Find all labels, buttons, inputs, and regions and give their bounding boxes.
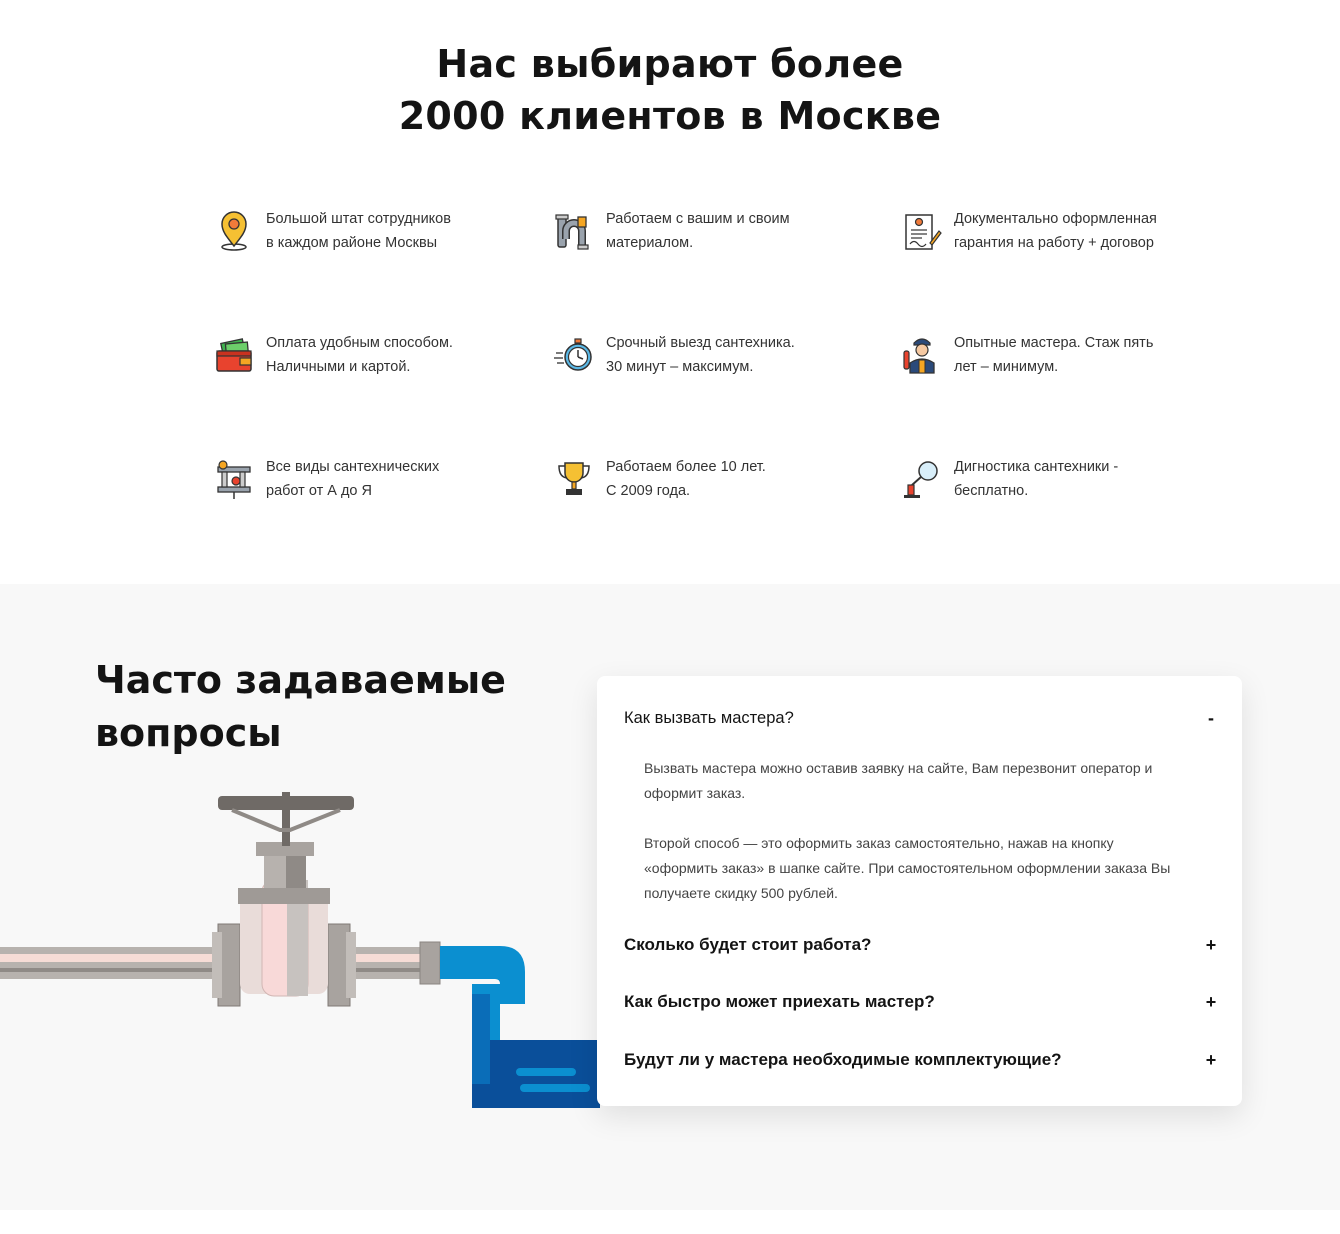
faq-section	[0, 584, 1340, 1210]
expand-toggle-icon[interactable]: +	[1205, 934, 1217, 955]
pipe-valve-illustration	[0, 784, 600, 1124]
faq-answer	[624, 756, 1218, 906]
feature-line2: Наличными и картой.	[266, 359, 411, 375]
contract-document-icon	[902, 209, 942, 253]
faq-question-text: Как вызвать мастера?	[624, 708, 794, 727]
hero-title-line1: Нас выбирают более	[436, 42, 904, 86]
feature-line1: Все виды сантехнических	[266, 459, 440, 475]
expand-toggle-icon[interactable]: +	[1205, 1049, 1217, 1070]
feature-line1: Опытные мастера. Стаж пять	[954, 335, 1154, 351]
feature-line2: 30 минут – максимум.	[606, 359, 754, 375]
feature-item	[902, 329, 1202, 389]
faq-question[interactable]	[624, 988, 1218, 1016]
feature-item	[554, 205, 854, 265]
pipe-icon	[554, 209, 594, 253]
feature-item	[902, 453, 1202, 513]
faq-title-line1: Часто задаваемые	[95, 658, 506, 702]
faq-question-text: Сколько будет стоит работа?	[624, 935, 872, 954]
faq-item	[624, 988, 1218, 1016]
faq-question[interactable]	[624, 931, 1218, 959]
feature-line1: Срочный выезд сантехника.	[606, 335, 795, 351]
faq-question[interactable]	[624, 704, 1218, 732]
feature-item	[214, 453, 514, 513]
feature-item	[214, 205, 514, 265]
collapse-toggle-icon[interactable]: -	[1208, 707, 1214, 728]
pipes-valves-icon	[214, 457, 254, 501]
feature-item	[902, 205, 1202, 265]
feature-item	[554, 329, 854, 389]
expand-toggle-icon[interactable]: +	[1205, 991, 1217, 1012]
feature-line1: Дигностика сантехники -	[954, 459, 1119, 475]
feature-line1: Большой штат сотрудников	[266, 211, 451, 227]
faq-question-text: Будут ли у мастера необходимые комплектующие?	[624, 1050, 1062, 1069]
faq-item	[624, 931, 1218, 959]
feature-line2: материалом.	[606, 235, 694, 251]
stopwatch-icon	[554, 333, 594, 377]
faq-item-expanded	[624, 704, 1218, 931]
location-pin-icon	[214, 209, 254, 253]
feature-line2: лет – минимум.	[954, 359, 1059, 375]
faq-answer-paragraph: Вызвать мастера можно оставив заявку на сайте, Вам перезвонит оператор и оформит заказ.	[644, 760, 1153, 801]
faq-question-text: Как быстро может приехать мастер?	[624, 992, 935, 1011]
trophy-icon	[554, 457, 594, 501]
feature-line1: Работаем с вашим и своим	[606, 211, 790, 227]
faq-title-line2: вопросы	[95, 711, 282, 755]
feature-item	[214, 329, 514, 389]
faq-question[interactable]	[624, 1046, 1218, 1074]
feature-line2: гарантия на работу + договор	[954, 235, 1154, 251]
wallet-icon	[214, 333, 254, 377]
faq-answer-paragraph: Второй способ — это оформить заказ самостоятельно, нажав на кнопку «оформить заказ» в шапке сайте. При самостоятельном оформлении заказа Вы получаете скидку 500 рублей.	[644, 835, 1171, 901]
feature-line2: работ от А до Я	[266, 483, 372, 499]
plumber-icon	[902, 333, 942, 377]
feature-line1: Оплата удобным способом.	[266, 335, 453, 351]
feature-line1: Работаем более 10 лет.	[606, 459, 766, 475]
faq-item	[624, 1046, 1218, 1074]
faq-accordion	[597, 676, 1242, 1106]
feature-item	[554, 453, 854, 513]
hero-title-line2: 2000 клиентов в Москве	[398, 94, 942, 138]
feature-line2: С 2009 года.	[606, 483, 691, 499]
feature-line1: Документально оформленная	[954, 211, 1157, 227]
feature-line2: в каждом районе Москвы	[266, 235, 438, 251]
faq-title	[95, 654, 506, 760]
magnifier-icon	[902, 457, 942, 501]
hero-title	[0, 38, 1340, 142]
feature-line2: бесплатно.	[954, 483, 1029, 499]
